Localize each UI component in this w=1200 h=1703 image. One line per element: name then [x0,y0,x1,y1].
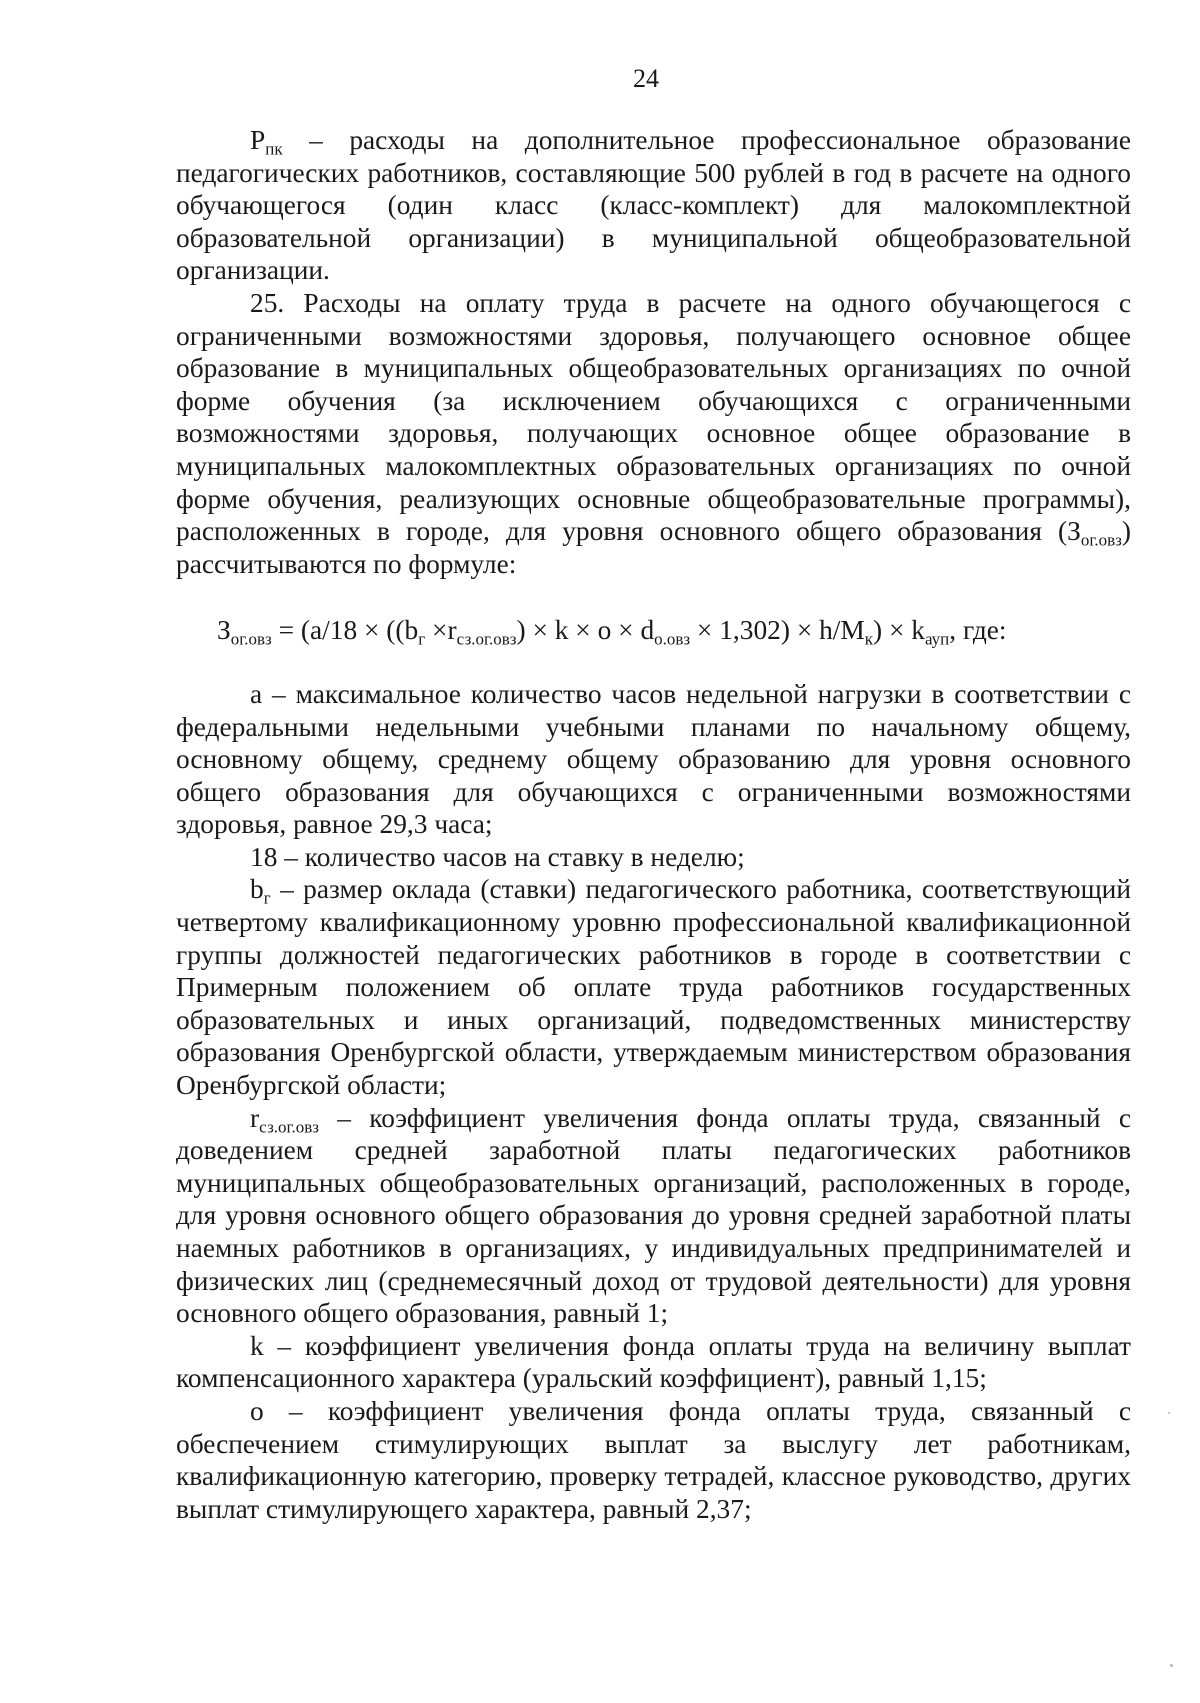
paragraph-text: – расходы на дополнительное профессиональное образование педагогических работников, составляющие 500 рублей в год в расчете на одного обучающегося (один класс (класс-комплект) для малокомплектной образовательной организации) в муниципальной общеобразовательной организации. [176,125,1131,286]
definition-rsz: $r_{сз.ог.овз}$ – коэффициент увеличения фонда оплаты труда, связанный с доведением средней заработной платы педагогических работников муниципальных общеобразовательных организаций, расположенных в городе, для уровня основного общего образования до уровня средней заработной платы наемных работников в организациях, у индивидуальных предпринимателей и физических лиц (среднемесячный доход от трудовой деятельности) для уровня основного общего образования, равный 1; [176,1102,1131,1329]
scan-speck [1170,1664,1173,1667]
definition-k: k – коэффициент увеличения фонда оплаты труда на величину выплат компенсационного характера (уральский коэффициент), равный 1,15; [176,1330,1131,1394]
definition-18: 18 – количество часов на ставку в неделю; [250,841,745,872]
paragraph-rpk [176,124,1131,287]
paragraph-25: 25. Расходы на оплату труда в расчете на одного обучающегося с ограниченными возможностями здоровья, получающего основное общее образование в муниципальных общеобразовательных организациях по очной форме обучения (за исключением обучающихся с ограниченными возможностями здоровья, получающих основное общее образование в муниципальных малокомплектных образовательных организациях по очной форме обучения, реализующих основные общеобразовательные программы), расположенных в городе, для уровня основного общего образования $(З_{ог.овз})$ рассчитываются по формуле: [176,287,1131,579]
definition-o: o – коэффициент увеличения фонда оплаты труда, связанный с обеспечением стимулирующих выплат за выслугу лет работникам, квалификационную категорию, проверку тетрадей, классное руководство, других выплат стимулирующего характера, равный 2,37; [176,1395,1131,1524]
variable-rpk: $Р_{пк}$ [250,125,283,159]
definition-bg: $b_г$ – размер оклада (ставки) педагогического работника, соответствующий четвертому квалификационному уровню профессиональной квалификационной группы должностей педагогических работников в городе в соответствии с Примерным положением об оплате труда работников государственных образовательных и иных организаций, подведомственных министерству образования Оренбургской области, утверждаемым министерством образования Оренбургской области; [176,874,1131,1101]
page-number: 24 [633,64,659,93]
formula: $З_{ог.овз} = (a/18 \times ((b_г \times r_{сз.ог.овз}) \times k \times o \times d_{о.овз} \times 1,302) \times h/M_к) \times k_{ауп}$, где: [217,615,1007,649]
document-body [176,124,1131,1525]
definition-a: a – максимальное количество часов недельной нагрузки в соответствии с федеральными недельными учебными планами по начальному общему, основному общему, среднему общему образованию для уровня основного общего образования для обучающихся с ограниченными возможностями здоровья, равное 29,3 часа; [176,678,1131,840]
scan-speck [1168,1412,1170,1414]
